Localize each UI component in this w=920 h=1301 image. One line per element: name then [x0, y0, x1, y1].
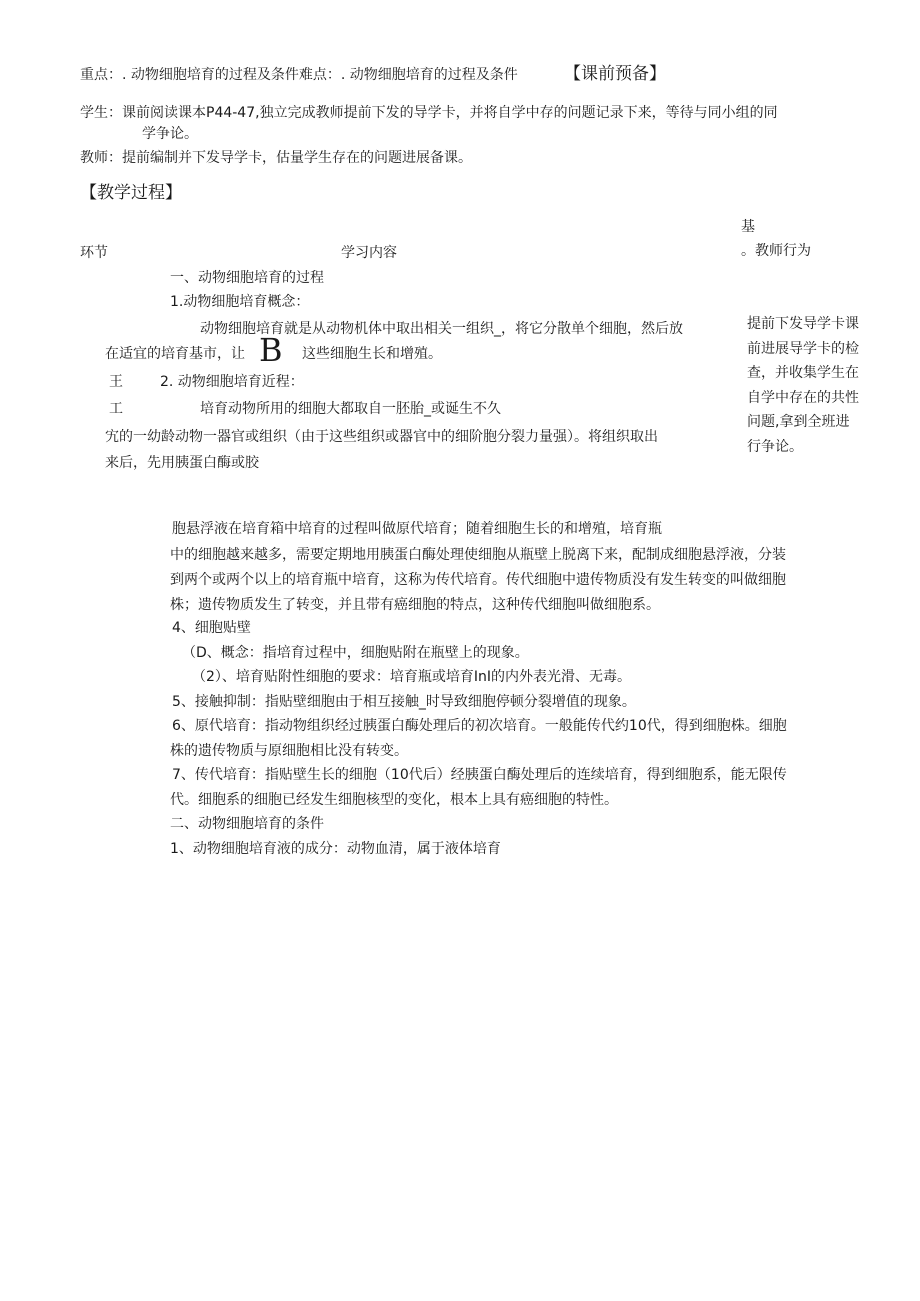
key-points-line: 重点：. 动物细胞培育的过程及条件难点：. 动物细胞培育的过程及条件 — [80, 67, 518, 83]
item-5: 5、接触抑制：指贴壁细胞由于相互接触_时导致细胞停顿分裂增值的现象。 — [172, 694, 636, 710]
preview-heading: 【课前预备】 — [564, 64, 666, 84]
item-2-text-c: 来后，先用胰蛋白酶或胶 — [105, 455, 259, 471]
section-1-title: 一、动物细胞培育的过程 — [170, 270, 324, 286]
stage-mark-2: 工 — [109, 401, 123, 417]
student-line-1: 学生：课前阅读课本P44-47,独立完成教师提前下发的导学卡，并将自学中存的问题记录下来，等待与同小组的同 — [80, 105, 778, 121]
col-content-header: 学习内容 — [341, 245, 397, 261]
teacher-behavior: 提前下发导学卡课前进展导学卡的检查，并收集学生在自学中存在的共性问题,拿到全班进行争论。 — [747, 316, 859, 455]
item-1-text-a: 动物细胞培育就是从动物机体中取出相关一组织_，将它分散单个细胞，然后放 — [200, 321, 683, 337]
item-4-title: 4、细胞贴壁 — [172, 620, 251, 636]
item-4-1: （D、概念：指培育过程中，细胞贴附在瓶壁上的现象。 — [182, 645, 529, 661]
para-1-line-4: 株；遗传物质发生了转变，并且带有癌细胞的特点，这种传代细胞叫做细胞系。 — [170, 597, 660, 613]
teacher-line: 教师：提前编制并下发导学卡，估量学生存在的问题进展备课。 — [80, 150, 472, 166]
para-1-line-1: 胞悬浮液在培育箱中培育的过程叫做原代培育；随着细胞生长的和增殖，培育瓶 — [172, 521, 662, 537]
section-2-item-1: 1、动物细胞培育液的成分：动物血清，属于液体培育 — [170, 841, 501, 857]
item-2-text-b: 宄的一幼龄动物一器官或组织（由于这些组织或器官中的细阶胞分裂力量强）。将组织取出 — [105, 429, 658, 445]
item-1-text-b1: 在适宜的培育基市，让 — [105, 346, 245, 362]
process-heading: 【教学过程】 — [80, 183, 182, 203]
teacher-col-top: 基 — [741, 219, 755, 235]
large-letter-b: B — [259, 331, 283, 369]
col-teacher-header: 。教师行为 — [741, 243, 811, 259]
item-6-line-1: 6、原代培育：指动物组织经过胰蛋白酶处理后的初次培育。一般能传代约10代，得到细胞株。细胞 — [172, 718, 787, 734]
item-2-text-a: 培育动物所用的细胞大都取自一胚胎_或诞生不久 — [200, 401, 501, 417]
section-2-title: 二、动物细胞培育的条件 — [170, 816, 324, 832]
para-1-line-2: 中的细胞越来越多，需要定期地用胰蛋白酶处理使细胞从瓶壁上脱离下来，配制成细胞悬浮液，分装 — [170, 547, 786, 563]
item-1-title: 1.动物细胞培育概念： — [170, 294, 310, 310]
item-2-title: 2. 动物细胞培育近程： — [160, 374, 304, 390]
item-7-line-1: 7、传代培育：指贴壁生长的细胞（10代后）经胰蛋白酶处理后的连续培育，得到细胞系，能无限传 — [172, 767, 787, 783]
col-stage-header: 环节 — [80, 245, 108, 261]
item-7-line-2: 代。细胞系的细胞已经发生细胞核型的变化，根本上具有癌细胞的特性。 — [170, 792, 618, 808]
item-6-line-2: 株的遗传物质与原细胞相比没有转变。 — [170, 743, 408, 759]
item-4-2: （2）、培育贴附性细胞的要求：培育瓶或培育InI的内外表光滑、无毒。 — [192, 669, 632, 685]
para-1-line-3: 到两个或两个以上的培育瓶中培育，这称为传代培育。传代细胞中遗传物质没有发生转变的叫做细胞 — [170, 572, 786, 588]
stage-mark-1: 王 — [109, 374, 123, 390]
student-line-2: 学争论。 — [142, 126, 198, 142]
item-1-text-b2: 这些细胞生长和增殖。 — [302, 346, 442, 362]
